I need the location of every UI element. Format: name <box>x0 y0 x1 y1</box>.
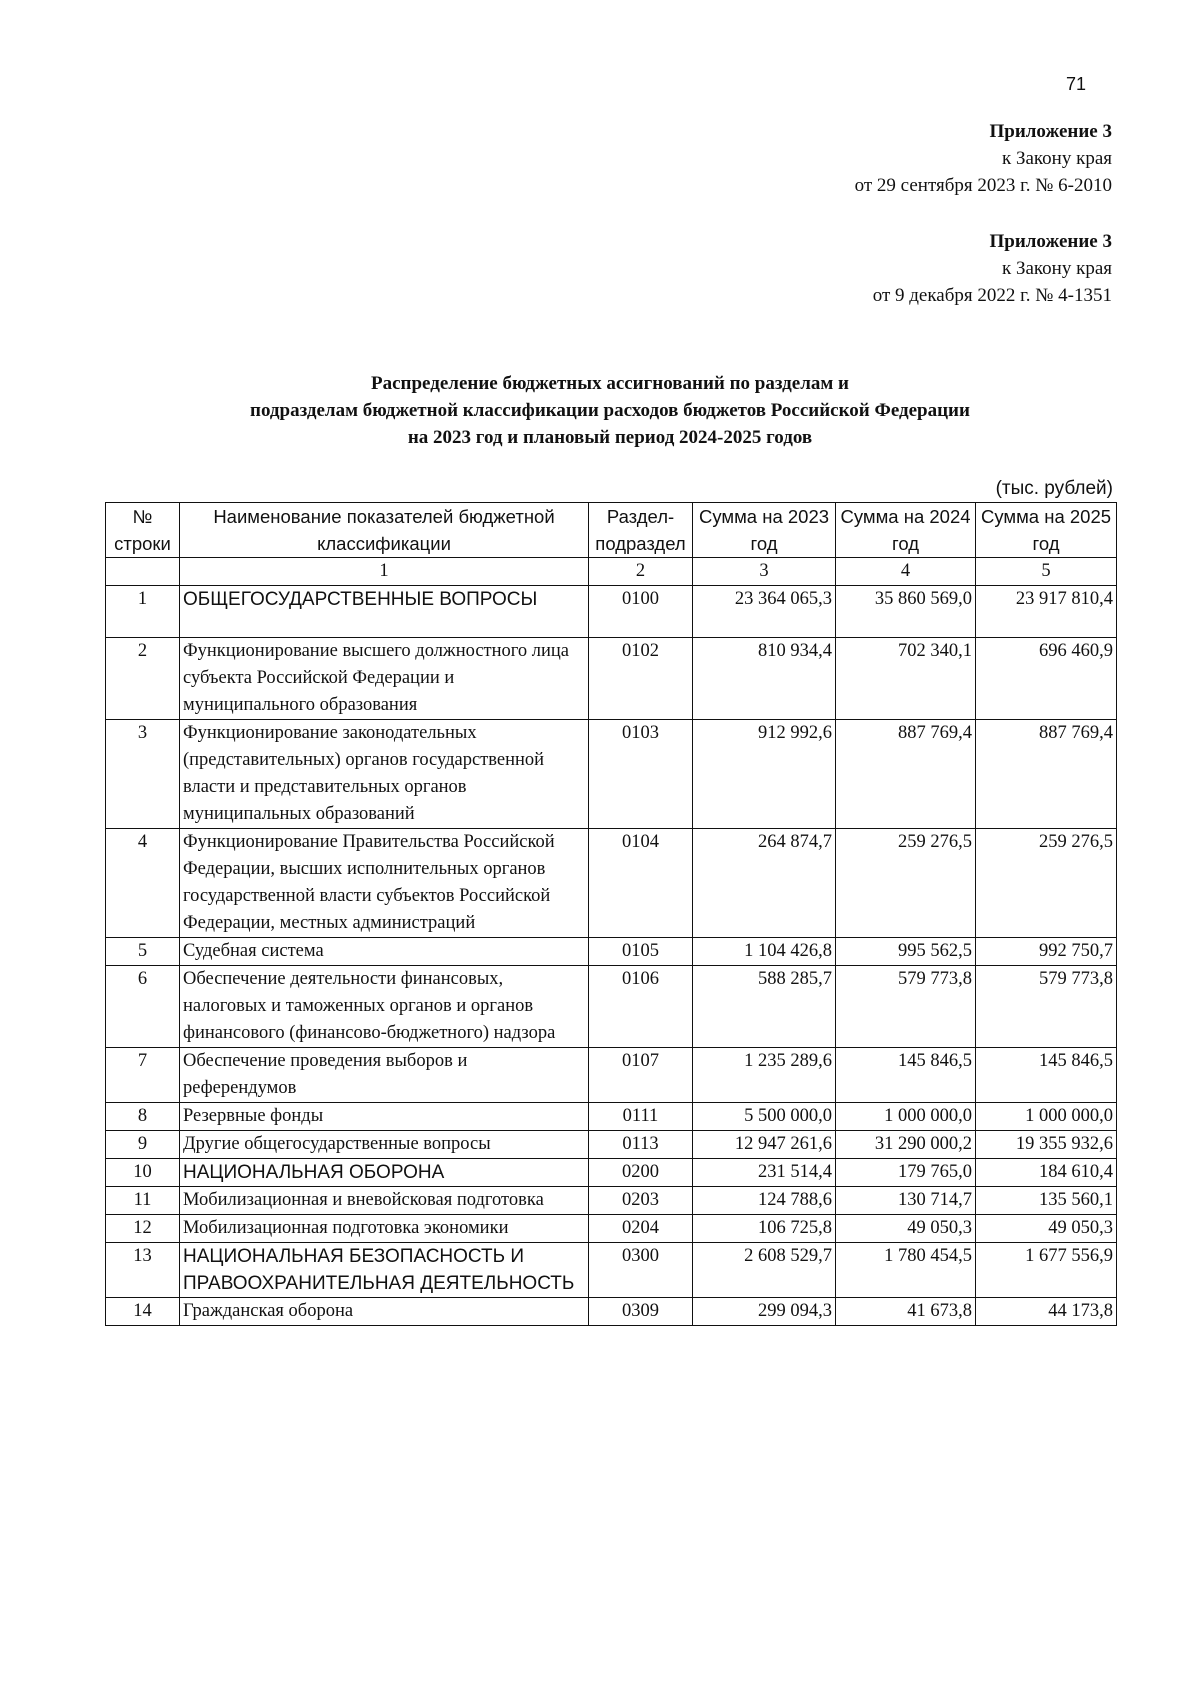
row-sum-2023: 1 235 289,6 <box>693 1048 836 1103</box>
table-row <box>106 638 1117 720</box>
row-name: Гражданская оборона <box>180 1298 589 1326</box>
row-sum-2023: 124 788,6 <box>693 1187 836 1215</box>
row-number: 1 <box>106 586 180 638</box>
title-line: Распределение бюджетных ассигнований по разделам и <box>371 373 849 394</box>
table-row <box>106 1243 1117 1298</box>
row-sum-2023: 2 608 529,7 <box>693 1243 836 1298</box>
row-name: Резервные фонды <box>180 1103 589 1131</box>
row-name: Обеспечение деятельности финансовых, налоговых и таможенных органов и органов финансового (финансово-бюджетного) надзора <box>180 966 589 1048</box>
row-name: Мобилизационная и вневойсковая подготовка <box>180 1187 589 1215</box>
column-index: 3 <box>693 558 836 586</box>
row-number: 7 <box>106 1048 180 1103</box>
row-sum-2025: 696 460,9 <box>976 638 1117 720</box>
row-code: 0300 <box>589 1243 693 1298</box>
row-number: 6 <box>106 966 180 1048</box>
row-name: Другие общегосударственные вопросы <box>180 1131 589 1159</box>
row-sum-2024: 41 673,8 <box>836 1298 976 1326</box>
row-number: 4 <box>106 829 180 938</box>
table-row <box>106 720 1117 829</box>
row-name: НАЦИОНАЛЬНАЯ БЕЗОПАСНОСТЬ И ПРАВООХРАНИТЕЛЬНАЯ ДЕЯТЕЛЬНОСТЬ <box>180 1243 589 1298</box>
row-name: Функционирование Правительства Российской Федерации, высших исполнительных органов государственной власти субъектов Российской Федерации, местных администраций <box>180 829 589 938</box>
row-number: 8 <box>106 1103 180 1131</box>
title-line: подразделам бюджетной классификации расходов бюджетов Российской Федерации <box>250 400 970 421</box>
row-code: 0200 <box>589 1159 693 1187</box>
column-index: 4 <box>836 558 976 586</box>
row-code: 0104 <box>589 829 693 938</box>
row-sum-2023: 912 992,6 <box>693 720 836 829</box>
table-row <box>106 1159 1117 1187</box>
units-label: (тыс. рублей) <box>995 478 1113 499</box>
row-sum-2025: 23 917 810,4 <box>976 586 1117 638</box>
row-sum-2024: 1 780 454,5 <box>836 1243 976 1298</box>
row-sum-2023: 12 947 261,6 <box>693 1131 836 1159</box>
row-sum-2025: 135 560,1 <box>976 1187 1117 1215</box>
page-number: 71 <box>1066 74 1087 94</box>
row-sum-2025: 259 276,5 <box>976 829 1117 938</box>
budget-table <box>105 502 1117 1326</box>
appendix-original-title: Приложение 3 <box>989 231 1112 252</box>
row-sum-2025: 49 050,3 <box>976 1215 1117 1243</box>
row-sum-2025: 184 610,4 <box>976 1159 1117 1187</box>
table-row <box>106 1298 1117 1326</box>
row-number: 13 <box>106 1243 180 1298</box>
row-code: 0105 <box>589 938 693 966</box>
row-number: 10 <box>106 1159 180 1187</box>
row-name: ОБЩЕГОСУДАРСТВЕННЫЕ ВОПРОСЫ <box>180 586 589 638</box>
row-sum-2024: 1 000 000,0 <box>836 1103 976 1131</box>
header-row <box>106 503 1117 558</box>
column-index: 2 <box>589 558 693 586</box>
row-code: 0103 <box>589 720 693 829</box>
row-sum-2025: 1 000 000,0 <box>976 1103 1117 1131</box>
row-code: 0203 <box>589 1187 693 1215</box>
title-line: на 2023 год и плановый период 2024-2025 годов <box>407 427 813 448</box>
row-sum-2023: 1 104 426,8 <box>693 938 836 966</box>
document-title <box>90 370 1130 451</box>
row-sum-2024: 259 276,5 <box>836 829 976 938</box>
table-row <box>106 1103 1117 1131</box>
row-name: Функционирование высшего должностного лица субъекта Российской Федерации и муниципального образования <box>180 638 589 720</box>
row-name: Функционирование законодательных (представительных) органов государственной власти и представительных органов муниципальных образований <box>180 720 589 829</box>
header-name: Наименование показателей бюджетной классификации <box>180 503 589 558</box>
row-code: 0204 <box>589 1215 693 1243</box>
appendix-original <box>873 228 1112 309</box>
header-sum-2025: Сумма на 2025 год <box>976 503 1117 558</box>
row-number: 3 <box>106 720 180 829</box>
column-index <box>106 558 180 586</box>
appendix-current-title: Приложение 3 <box>989 121 1112 142</box>
appendix-original-line2: от 9 декабря 2022 г. № 4-1351 <box>872 285 1112 306</box>
header-section: Раздел-подраздел <box>589 503 693 558</box>
row-code: 0309 <box>589 1298 693 1326</box>
row-name: Обеспечение проведения выборов и референдумов <box>180 1048 589 1103</box>
row-sum-2023: 23 364 065,3 <box>693 586 836 638</box>
row-number: 2 <box>106 638 180 720</box>
row-code: 0113 <box>589 1131 693 1159</box>
row-sum-2023: 5 500 000,0 <box>693 1103 836 1131</box>
row-sum-2024: 179 765,0 <box>836 1159 976 1187</box>
row-sum-2025: 992 750,7 <box>976 938 1117 966</box>
appendix-current-line1: к Закону края <box>1001 148 1112 169</box>
row-number: 11 <box>106 1187 180 1215</box>
row-sum-2023: 299 094,3 <box>693 1298 836 1326</box>
appendix-original-line1: к Закону края <box>1001 258 1112 279</box>
table-row <box>106 1215 1117 1243</box>
row-code: 0102 <box>589 638 693 720</box>
row-code: 0107 <box>589 1048 693 1103</box>
row-sum-2024: 995 562,5 <box>836 938 976 966</box>
row-code: 0111 <box>589 1103 693 1131</box>
table-row <box>106 1131 1117 1159</box>
row-sum-2025: 145 846,5 <box>976 1048 1117 1103</box>
row-number: 14 <box>106 1298 180 1326</box>
row-sum-2024: 702 340,1 <box>836 638 976 720</box>
header-row-number: № строки <box>106 503 180 558</box>
table-row <box>106 829 1117 938</box>
row-number: 12 <box>106 1215 180 1243</box>
row-sum-2024: 887 769,4 <box>836 720 976 829</box>
column-index: 5 <box>976 558 1117 586</box>
table-row <box>106 1048 1117 1103</box>
row-number: 5 <box>106 938 180 966</box>
column-index-row <box>106 558 1117 586</box>
table-row <box>106 1187 1117 1215</box>
row-sum-2024: 145 846,5 <box>836 1048 976 1103</box>
header-sum-2024: Сумма на 2024 год <box>836 503 976 558</box>
row-sum-2024: 31 290 000,2 <box>836 1131 976 1159</box>
row-sum-2025: 44 173,8 <box>976 1298 1117 1326</box>
table-row <box>106 938 1117 966</box>
column-index: 1 <box>180 558 589 586</box>
row-sum-2024: 35 860 569,0 <box>836 586 976 638</box>
row-sum-2024: 579 773,8 <box>836 966 976 1048</box>
appendix-current <box>855 118 1112 199</box>
appendix-current-line2: от 29 сентября 2023 г. № 6-2010 <box>854 175 1112 196</box>
row-sum-2025: 579 773,8 <box>976 966 1117 1048</box>
row-sum-2023: 106 725,8 <box>693 1215 836 1243</box>
row-sum-2023: 231 514,4 <box>693 1159 836 1187</box>
row-sum-2025: 19 355 932,6 <box>976 1131 1117 1159</box>
header-sum-2023: Сумма на 2023 год <box>693 503 836 558</box>
row-sum-2025: 887 769,4 <box>976 720 1117 829</box>
row-name: Судебная система <box>180 938 589 966</box>
row-sum-2023: 588 285,7 <box>693 966 836 1048</box>
table-row <box>106 966 1117 1048</box>
row-sum-2023: 264 874,7 <box>693 829 836 938</box>
table-row <box>106 586 1117 638</box>
row-sum-2025: 1 677 556,9 <box>976 1243 1117 1298</box>
row-code: 0106 <box>589 966 693 1048</box>
row-code: 0100 <box>589 586 693 638</box>
row-sum-2024: 49 050,3 <box>836 1215 976 1243</box>
row-name: Мобилизационная подготовка экономики <box>180 1215 589 1243</box>
row-name: НАЦИОНАЛЬНАЯ ОБОРОНА <box>180 1159 589 1187</box>
row-sum-2023: 810 934,4 <box>693 638 836 720</box>
row-sum-2024: 130 714,7 <box>836 1187 976 1215</box>
row-number: 9 <box>106 1131 180 1159</box>
